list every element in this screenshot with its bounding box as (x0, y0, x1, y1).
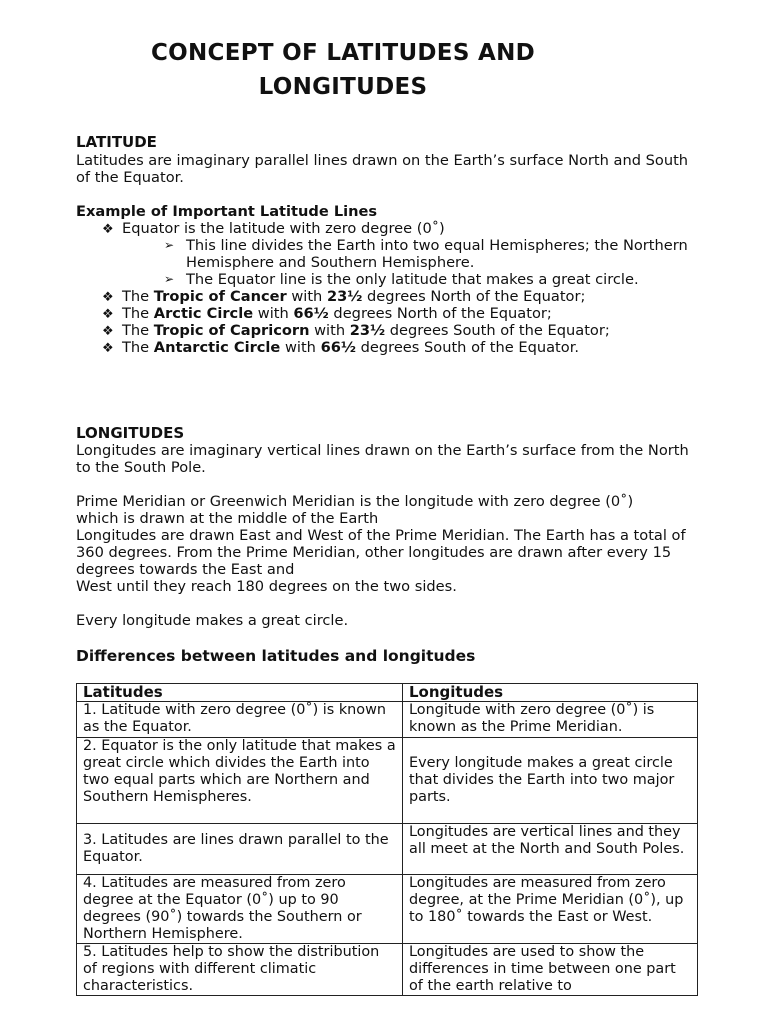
prime-meridian-text: Prime Meridian or Greenwich Meridian is the longitude with zero degree (0˚) (76, 493, 634, 510)
line-name: Tropic of Capricorn (153, 322, 310, 339)
column-header-latitudes: Latitudes (77, 684, 403, 702)
latitude-cell: 5. Latitudes help to show the distribution of regions with different climatic characteristics. (77, 944, 403, 996)
latitude-cell: 1. Latitude with zero degree (0˚) is known as the Equator. (77, 702, 403, 738)
latitude-line-item: ❖ The Arctic Circle with 66½ degrees North of the Equator; (102, 305, 552, 322)
longitude-cell: Longitudes are vertical lines and they all meet at the North and South Poles. (403, 824, 698, 875)
great-circle-text: Every longitude makes a great circle. (76, 612, 349, 629)
longitudes-definition: Longitudes are imaginary vertical lines drawn on the Earth’s surface from the North to the South Pole. (76, 442, 689, 476)
diamond-bullet-icon: ❖ (102, 307, 114, 322)
latitude-heading: LATITUDE (76, 133, 157, 151)
table-header-row (77, 684, 698, 702)
line-degrees: 23½ (326, 288, 363, 305)
differences-heading: Differences between latitudes and longitudes (76, 647, 476, 665)
arrow-bullet-icon: ➢ (164, 238, 175, 252)
latitude-cell: 3. Latitudes are lines drawn parallel to the Equator. (77, 824, 403, 875)
sub-point-text: The Equator line is the only latitude that makes a great circle. (186, 271, 639, 288)
diamond-bullet-icon: ❖ (102, 341, 114, 356)
line-name: Antarctic Circle (153, 339, 281, 356)
sub-point-text: This line divides the Earth into two equal Hemispheres; the Northern Hemisphere and Southern Hemisphere. (186, 237, 688, 271)
longitude-cell: Longitudes are measured from zero degree, at the Prime Meridian (0˚), up to 180˚ towards the East or West. (403, 875, 698, 944)
latitude-line-item: ❖ The Tropic of Capricorn with 23½ degrees South of the Equator; (102, 322, 610, 339)
line-name: Arctic Circle (153, 305, 254, 322)
table-row (77, 944, 698, 996)
arrow-bullet-icon: ➢ (164, 272, 175, 286)
equator-bullet (102, 220, 445, 238)
column-header-longitudes: Longitudes (403, 684, 698, 702)
equator-sub-point-2 (164, 271, 724, 288)
longitudes-drawn-text-2: West until they reach 180 degrees on the two sides. (76, 578, 457, 595)
latitude-line-item: ❖ The Tropic of Cancer with 23½ degrees North of the Equator; (102, 288, 586, 305)
line-degrees: 23½ (349, 322, 386, 339)
latitude-cell: 2. Equator is the only latitude that makes a great circle which divides the Earth into two equal parts which are Northern and Southern Hemispheres. (77, 738, 403, 824)
page-title: CONCEPT OF LATITUDES AND LONGITUDES (150, 40, 536, 100)
table-row (77, 738, 698, 824)
longitude-cell: Longitude with zero degree (0˚) is known as the Prime Meridian. (403, 702, 698, 738)
differences-table (76, 683, 698, 996)
diamond-bullet-icon: ❖ (102, 222, 114, 237)
longitude-cell: Every longitude makes a great circle that divides the Earth into two major parts. (403, 738, 698, 824)
longitude-cell: Longitudes are used to show the differences in time between one part of the earth relative to (403, 944, 698, 996)
diamond-bullet-icon: ❖ (102, 324, 114, 339)
table-row (77, 824, 698, 875)
equator-sub-point-1 (164, 237, 724, 271)
longitudes-heading: LONGITUDES (76, 424, 185, 442)
latitude-cell: 4. Latitudes are measured from zero degree at the Equator (0˚) up to 90 degrees (90˚) towards the Southern or Northern Hemisphere. (77, 875, 403, 944)
examples-heading: Example of Important Latitude Lines (76, 203, 378, 220)
prime-meridian-text-2: which is drawn at the middle of the Earth (76, 510, 379, 527)
line-name: Tropic of Cancer (153, 288, 287, 305)
latitude-line-item: ❖ The Antarctic Circle with 66½ degrees South of the Equator. (102, 339, 579, 356)
diamond-bullet-icon: ❖ (102, 290, 114, 305)
line-degrees: 66½ (320, 339, 356, 356)
table-row (77, 875, 698, 944)
equator-text: Equator is the latitude with zero degree (0˚) (122, 220, 445, 237)
longitudes-drawn-text: Longitudes are drawn East and West of the Prime Meridian. The Earth has a total of 360 degrees. From the Prime Meridian, other longitudes are drawn after every 15 degrees towards the East and (76, 527, 686, 578)
line-degrees: 66½ (293, 305, 329, 322)
latitude-definition: Latitudes are imaginary parallel lines drawn on the Earth’s surface North and South of the Equator. (76, 152, 689, 186)
table-row (77, 702, 698, 738)
